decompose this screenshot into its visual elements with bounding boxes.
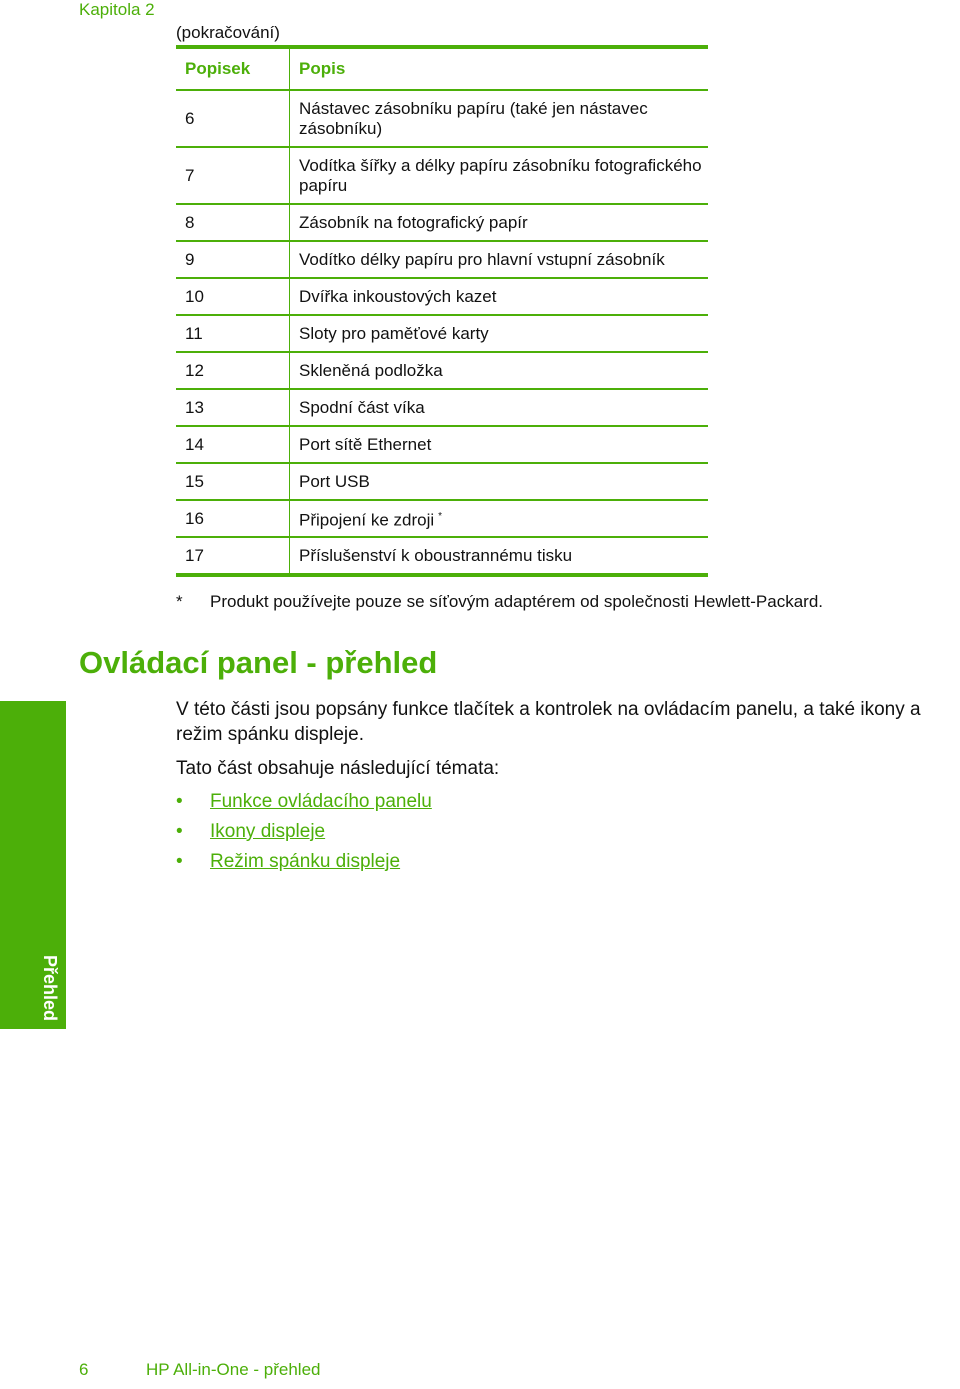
list-item	[176, 849, 432, 879]
table-row	[176, 204, 708, 241]
row-label: 6	[176, 90, 290, 147]
footnote-mark: *	[176, 592, 183, 611]
topic-link-control-panel-functions[interactable]: Funkce ovládacího panelu	[210, 791, 432, 812]
table-row	[176, 315, 708, 352]
row-description: Port USB	[290, 463, 709, 500]
row-label: 7	[176, 147, 290, 204]
list-item	[176, 789, 432, 819]
row-description: Sloty pro paměťové karty	[290, 315, 709, 352]
side-tab	[0, 701, 66, 1029]
row-description: Vodítka šířky a délky papíru zásobníku fotografického papíru	[290, 147, 709, 204]
book-title: HP All-in-One - přehled	[146, 1360, 321, 1379]
section-title: Ovládací panel - přehled	[79, 645, 438, 680]
row-description: Dvířka inkoustových kazet	[290, 278, 709, 315]
table-row	[176, 426, 708, 463]
row-description: Port sítě Ethernet	[290, 426, 709, 463]
bullet-icon: •	[176, 821, 183, 842]
topic-link-display-sleep-mode[interactable]: Režim spánku displeje	[210, 851, 401, 872]
table-row	[176, 389, 708, 426]
row-description: Vodítko délky papíru pro hlavní vstupní zásobník	[290, 241, 709, 278]
row-description: Skleněná podložka	[290, 352, 709, 389]
footnote-text: Produkt používejte pouze se síťovým adaptérem od společnosti Hewlett-Packard.	[210, 592, 824, 611]
topic-list	[176, 789, 432, 879]
row-description	[290, 500, 709, 537]
row-label: 13	[176, 389, 290, 426]
bullet-icon: •	[176, 851, 183, 872]
table-row	[176, 278, 708, 315]
footnote-marker: *	[438, 510, 443, 522]
row-label: 16	[176, 500, 290, 537]
topic-link-display-icons[interactable]: Ikony displeje	[210, 821, 326, 842]
side-tab-label: Přehled	[40, 954, 60, 1021]
row-label: 12	[176, 352, 290, 389]
row-description: Příslušenství k oboustrannému tisku	[290, 537, 709, 575]
continued-label: (pokračování)	[176, 23, 280, 42]
row-label: 8	[176, 204, 290, 241]
row-label: 14	[176, 426, 290, 463]
table-row	[176, 241, 708, 278]
row-label: 10	[176, 278, 290, 315]
table-row	[176, 352, 708, 389]
row-label: 15	[176, 463, 290, 500]
table-row	[176, 537, 708, 575]
row-label: 9	[176, 241, 290, 278]
row-description: Zásobník na fotografický papír	[290, 204, 709, 241]
row-label: 11	[176, 315, 290, 352]
column-header-label: Popisek	[176, 47, 290, 90]
column-header-description: Popis	[290, 47, 709, 90]
chapter-label: Kapitola 2	[79, 0, 155, 19]
page-number: 6	[79, 1360, 89, 1379]
row-label: 17	[176, 537, 290, 575]
table-row	[176, 463, 708, 500]
topics-intro: Tato část obsahuje následující témata:	[176, 758, 500, 779]
section-intro: V této části jsou popsány funkce tlačítek a kontrolek na ovládacím panelu, a také ikony a režim spánku displeje.	[176, 699, 921, 745]
row-description-text: Připojení ke zdroji	[299, 510, 435, 530]
legend-table	[176, 45, 708, 577]
table-row	[176, 90, 708, 147]
list-item	[176, 819, 432, 849]
bullet-icon: •	[176, 791, 183, 812]
footnote	[176, 592, 823, 612]
row-description: Spodní část víka	[290, 389, 709, 426]
row-description: Nástavec zásobníku papíru (také jen nástavec zásobníku)	[290, 90, 709, 147]
table-row	[176, 500, 708, 537]
table-header-row	[176, 47, 708, 90]
table-row	[176, 147, 708, 204]
